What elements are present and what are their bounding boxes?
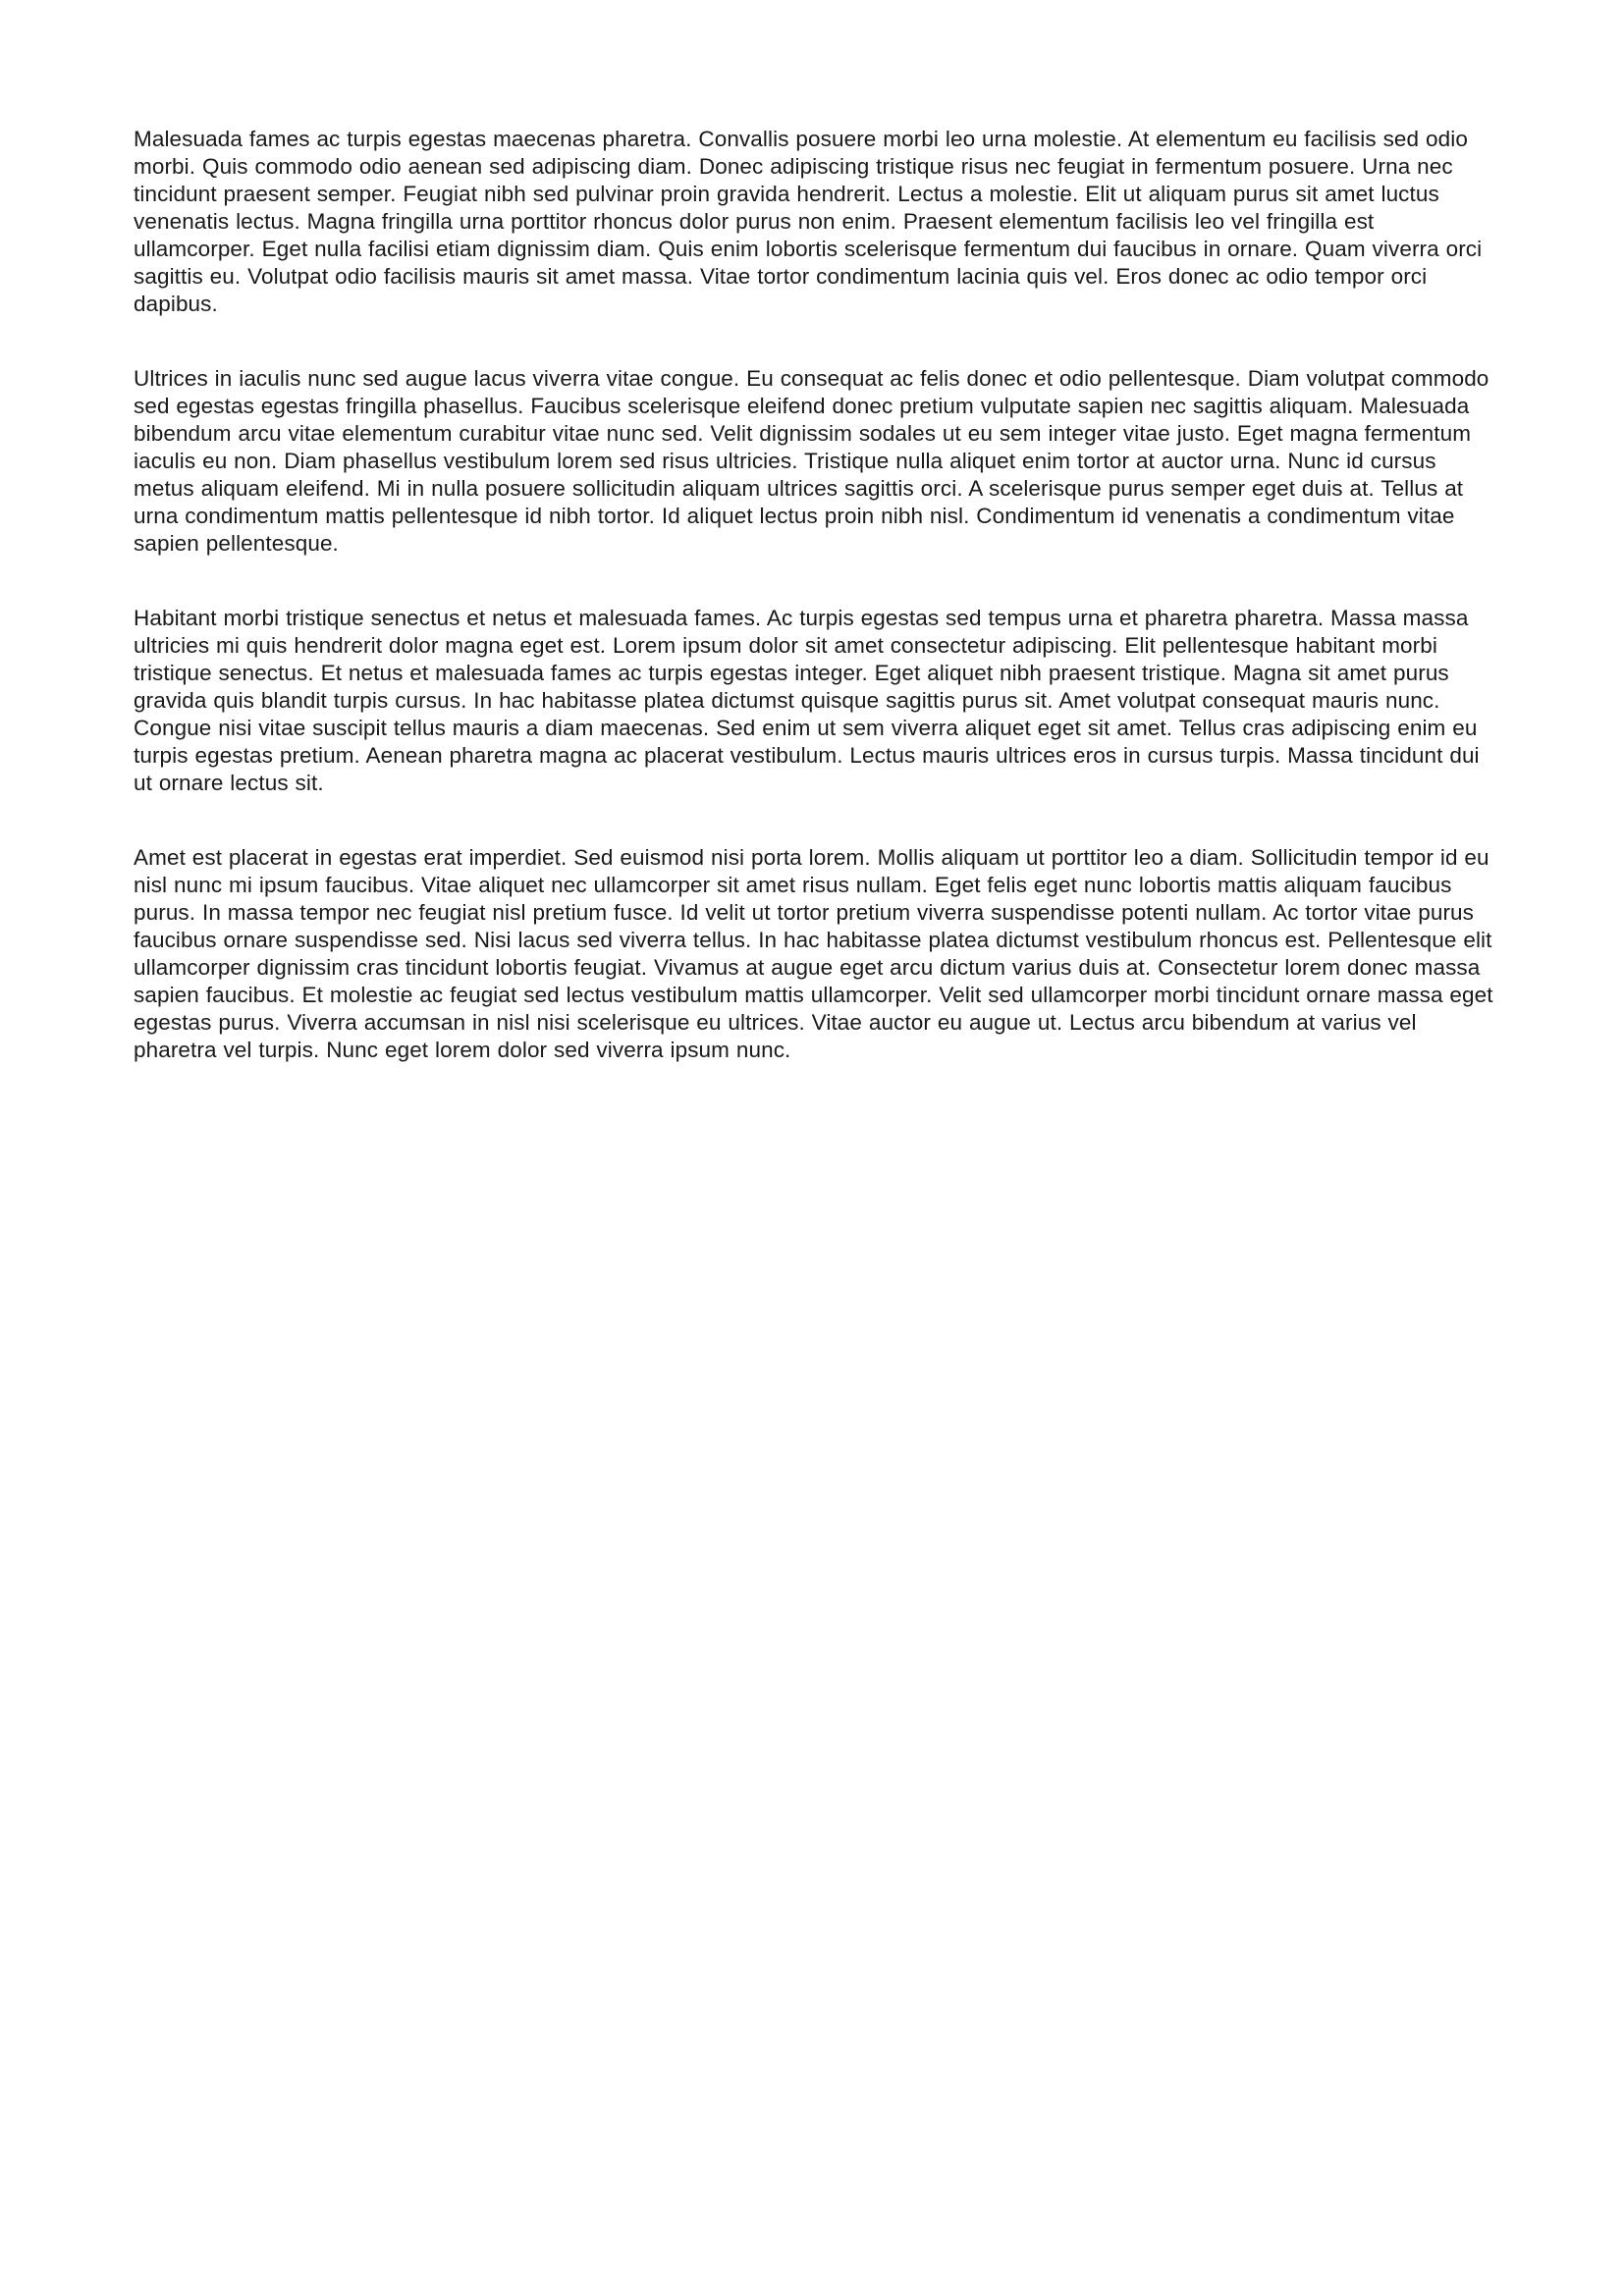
paragraph-4: Amet est placerat in egestas erat imperdiet. Sed euismod nisi porta lorem. Mollis aliquam ut porttitor leo a diam. Sollicitudin tempor id eu nisl nunc mi ipsum faucibus. Vitae aliquet nec ullamcorper sit amet risus nullam. Eget felis eget nunc lobortis mattis aliquam faucibus purus. In massa tempor nec feugiat nisl pretium fusce. Id velit ut tortor pretium viverra suspendisse potenti nullam. Ac tortor vitae purus faucibus ornare suspendisse sed. Nisi lacus sed viverra tellus. In hac habitasse platea dictumst vestibulum rhoncus est. Pellentesque elit ullamcorper dignissim cras tincidunt lobortis feugiat. Vivamus at augue eget arcu dictum varius duis at. Consectetur lorem donec massa sapien faucibus. Et molestie ac feugiat sed lectus vestibulum mattis ullamcorper. Velit sed ullamcorper morbi tincidunt ornare massa eget egestas purus. Viverra accumsan in nisl nisi scelerisque eu ultrices. Vitae auctor eu augue ut. Lectus arcu bibendum at varius vel pharetra vel turpis. Nunc eget lorem dolor sed viverra ipsum nunc. [134, 845, 1493, 1062]
paragraph-3: Habitant morbi tristique senectus et netus et malesuada fames. Ac turpis egestas sed tempus urna et pharetra pharetra. Massa massa ultricies mi quis hendrerit dolor magna eget est. Lorem ipsum dolor sit amet consectetur adipiscing. Elit pellentesque habitant morbi tristique senectus. Et netus et malesuada fames ac turpis egestas integer. Eget aliquet nibh praesent tristique. Magna sit amet purus gravida quis blandit turpis cursus. In hac habitasse platea dictumst quisque sagittis purus sit. Amet volutpat consequat mauris nunc. Congue nisi vitae suscipit tellus mauris a diam maecenas. Sed enim ut sem viverra aliquet eget sit amet. Tellus cras adipiscing enim eu turpis egestas pretium. Aenean pharetra magna ac placerat vestibulum. Lectus mauris ultrices eros in cursus turpis. Massa tincidunt dui ut ornare lectus sit. [134, 606, 1480, 795]
paragraph-1: Malesuada fames ac turpis egestas maecenas pharetra. Convallis posuere morbi leo urna molestie. At elementum eu facilisis sed odio morbi. Quis commodo odio aenean sed adipiscing diam. Donec adipiscing tristique risus nec feugiat in fermentum posuere. Urna nec tincidunt praesent semper. Feugiat nibh sed pulvinar proin gravida hendrerit. Lectus a molestie. Elit ut aliquam purus sit amet luctus venenatis lectus. Magna fringilla urna porttitor rhoncus dolor purus non enim. Praesent elementum facilisis leo vel fringilla est ullamcorper. Eget nulla facilisi etiam dignissim diam. Quis enim lobortis scelerisque fermentum dui faucibus in ornare. Quam viverra orci sagittis eu. Volutpat odio facilisis mauris sit amet massa. Vitae tortor condimentum lacinia quis vel. Eros donec ac odio tempor orci dapibus. [134, 127, 1483, 316]
paragraph-2: Ultrices in iaculis nunc sed augue lacus viverra vitae congue. Eu consequat ac felis donec et odio pellentesque. Diam volutpat commodo sed egestas egestas fringilla phasellus. Faucibus scelerisque eleifend donec pretium vulputate sapien nec sagittis aliquam. Malesuada bibendum arcu vitae elementum curabitur vitae nunc sed. Velit dignissim sodales ut eu sem integer vitae justo. Eget magna fermentum iaculis eu non. Diam phasellus vestibulum lorem sed risus ultricies. Tristique nulla aliquet enim tortor at auctor urna. Nunc id cursus metus aliquam eleifend. Mi in nulla posuere sollicitudin aliquam ultrices sagittis orci. A scelerisque purus semper eget duis at. Tellus at urna condimentum mattis pellentesque id nibh tortor. Id aliquet lectus proin nibh nisl. Condimentum id venenatis a condimentum vitae sapien pellentesque. [134, 366, 1489, 556]
